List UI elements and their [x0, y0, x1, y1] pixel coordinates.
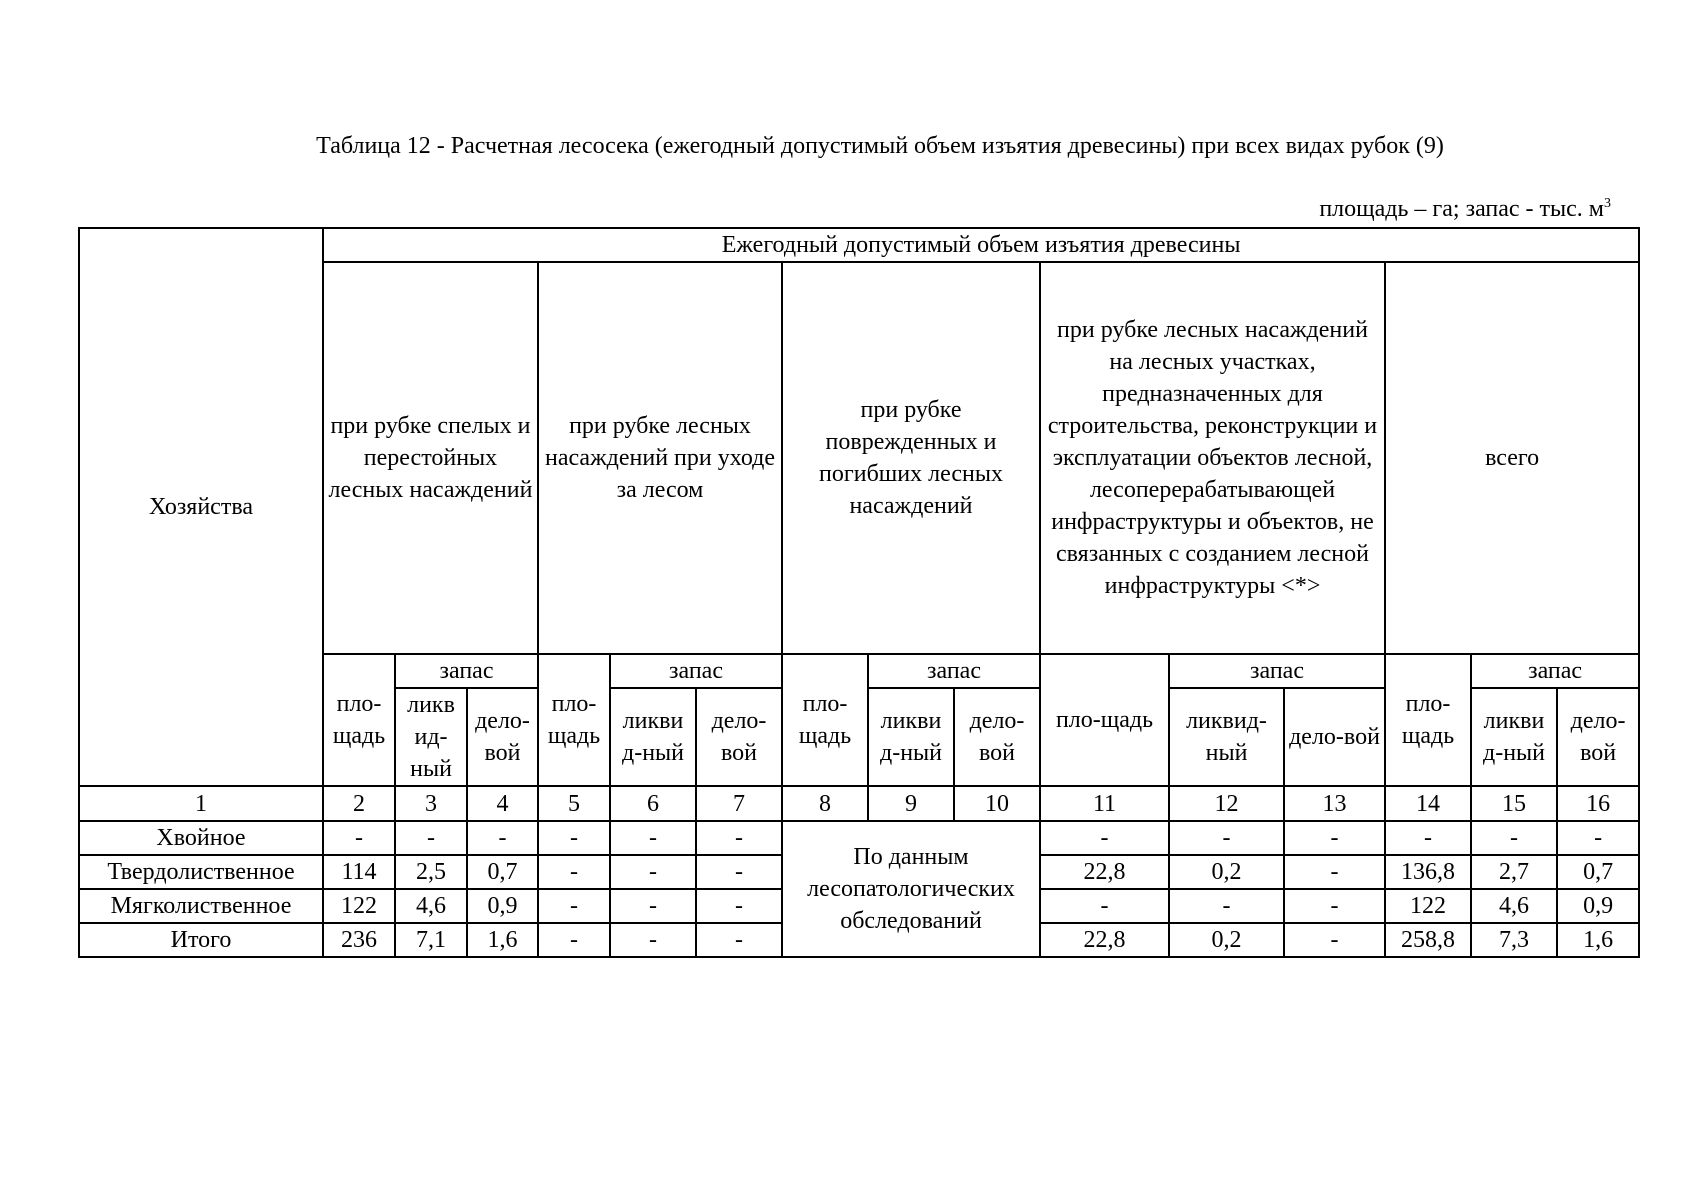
farms-header: Хозяйства [79, 228, 323, 786]
group-header-3: при рубке поврежденных и погибших лесных насаждений [782, 262, 1040, 654]
table-cell: 0,7 [467, 855, 538, 889]
table-cell: - [1040, 889, 1169, 923]
table-cell: 7,3 [1471, 923, 1557, 957]
table-cell: 122 [1385, 889, 1471, 923]
table-cell: 0,2 [1169, 923, 1284, 957]
table-cell: 0,9 [467, 889, 538, 923]
column-number: 1 [79, 786, 323, 821]
table-cell: - [538, 923, 610, 957]
business-header: дело-вой [696, 688, 782, 786]
area-header: пло-щадь [323, 654, 395, 786]
column-number: 5 [538, 786, 610, 821]
column-number: 11 [1040, 786, 1169, 821]
column-number: 9 [868, 786, 954, 821]
column-number: 12 [1169, 786, 1284, 821]
table-cell: 4,6 [395, 889, 467, 923]
row-label: Итого [79, 923, 323, 957]
table-cell: - [538, 855, 610, 889]
column-number: 10 [954, 786, 1040, 821]
table-cell: - [696, 855, 782, 889]
table-cell: 258,8 [1385, 923, 1471, 957]
business-header: дело-вой [954, 688, 1040, 786]
business-header: дело-вой [1284, 688, 1385, 786]
top-header: Ежегодный допустимый объем изъятия древесины [323, 228, 1639, 262]
table-cell: - [610, 889, 696, 923]
table-cell: 1,6 [1557, 923, 1639, 957]
column-number: 4 [467, 786, 538, 821]
table-cell: - [1169, 821, 1284, 855]
units-note: площадь – га; запас - тыс. $м^3$ [1319, 196, 1611, 222]
row-label: Хвойное [79, 821, 323, 855]
stock-header: запас [395, 654, 538, 688]
table-cell: - [1169, 889, 1284, 923]
table-cell: 114 [323, 855, 395, 889]
liquid-header: ликвид-ный [1169, 688, 1284, 786]
column-number: 16 [1557, 786, 1639, 821]
table-cell: - [1385, 821, 1471, 855]
table-cell: - [1284, 923, 1385, 957]
allowable-cut-table [78, 227, 1640, 958]
table-cell: 22,8 [1040, 923, 1169, 957]
table-cell: - [696, 923, 782, 957]
area-header: пло-щадь [538, 654, 610, 786]
column-number: 8 [782, 786, 868, 821]
table-cell: - [1284, 821, 1385, 855]
table-row [79, 821, 1639, 855]
table-cell: - [1284, 889, 1385, 923]
table-cell: 2,7 [1471, 855, 1557, 889]
business-header: дело-вой [467, 688, 538, 786]
column-number: 3 [395, 786, 467, 821]
table-cell: - [610, 855, 696, 889]
table-cell: 7,1 [395, 923, 467, 957]
column-number: 13 [1284, 786, 1385, 821]
group-header-5: всего [1385, 262, 1639, 654]
liquid-header: ликви д-ный [610, 688, 696, 786]
liquid-header: ликв ид-ный [395, 688, 467, 786]
table-cell: - [538, 889, 610, 923]
liquid-header: ликви д-ный [868, 688, 954, 786]
table-cell: - [696, 821, 782, 855]
merged-note-cell: По данным лесопатологических обследований [782, 821, 1040, 957]
stock-header: запас [868, 654, 1040, 688]
stock-header: запас [1169, 654, 1385, 688]
table-cell: 0,2 [1169, 855, 1284, 889]
table-cell: - [1557, 821, 1639, 855]
table-cell: - [323, 821, 395, 855]
group-header-2: при рубке лесных насаждений при уходе за лесом [538, 262, 782, 654]
column-number: 14 [1385, 786, 1471, 821]
table-cell: - [1284, 855, 1385, 889]
table-cell: 0,9 [1557, 889, 1639, 923]
table-cell: 236 [323, 923, 395, 957]
table-cell: - [538, 821, 610, 855]
table-cell: - [1471, 821, 1557, 855]
table-cell: - [610, 923, 696, 957]
table-cell: 2,5 [395, 855, 467, 889]
area-header: пло-щадь [1040, 654, 1169, 786]
table-cell: - [610, 821, 696, 855]
column-number: 15 [1471, 786, 1557, 821]
group-header-4: при рубке лесных насаждений на лесных участках, предназначенных для строительства, реконструкции и эксплуатации объектов лесной, лесоперерабатывающей инфраструктуры и объектов, не связанных с созданием лесной инфраструктуры <*> [1040, 262, 1385, 654]
table-cell: 22,8 [1040, 855, 1169, 889]
stock-header: запас [1471, 654, 1639, 688]
column-number: 7 [696, 786, 782, 821]
row-label: Твердолиственное [79, 855, 323, 889]
column-numbers-row [79, 786, 1639, 821]
business-header: дело-вой [1557, 688, 1639, 786]
liquid-header: ликви д-ный [1471, 688, 1557, 786]
table-cell: 1,6 [467, 923, 538, 957]
table-cell: - [395, 821, 467, 855]
area-header: пло-щадь [1385, 654, 1471, 786]
area-header: пло-щадь [782, 654, 868, 786]
group-header-1: при рубке спелых и перестойных лесных насаждений [323, 262, 538, 654]
table-cell: - [467, 821, 538, 855]
table-cell: 0,7 [1557, 855, 1639, 889]
table-cell: 122 [323, 889, 395, 923]
stock-header: запас [610, 654, 782, 688]
table-cell: - [696, 889, 782, 923]
column-number: 2 [323, 786, 395, 821]
row-label: Мягколиственное [79, 889, 323, 923]
table-cell: - [1040, 821, 1169, 855]
column-number: 6 [610, 786, 696, 821]
table-cell: 136,8 [1385, 855, 1471, 889]
table-cell: 4,6 [1471, 889, 1557, 923]
table-caption: Таблица 12 - Расчетная лесосека (ежегодный допустимый объем изъятия древесины) при всех видах рубок (9) [316, 133, 1444, 159]
